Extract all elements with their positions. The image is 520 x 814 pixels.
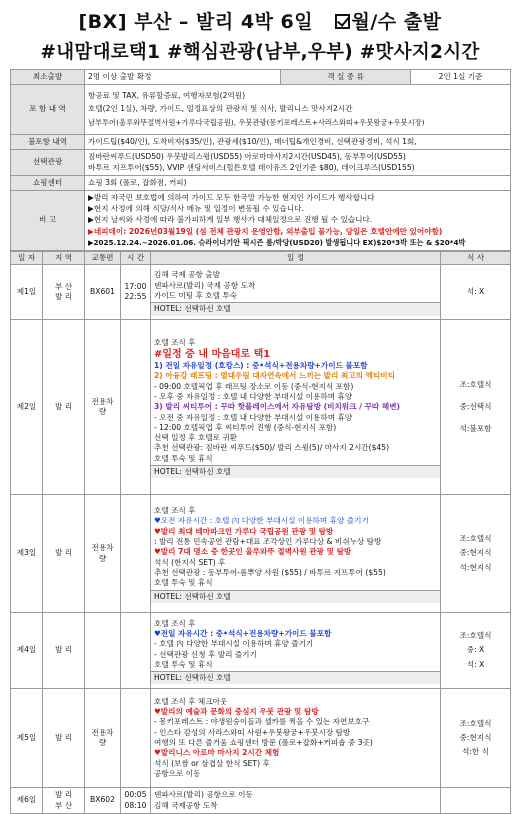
schedule-line: 호텔 투숙 및 휴식 <box>154 578 213 588</box>
col-time: 시 간 <box>121 252 151 265</box>
option-list <box>85 150 511 176</box>
meal-text: 조:호텔식 <box>459 718 492 728</box>
massage-line: ♥발리니스 아로마 마사지 2시간 체험 <box>154 748 280 758</box>
include-line: 호텔(2인 1실), 차량, 가이드, 일정표상의 관광지 및 식사, 발리니스 맛사지2시간 <box>88 104 353 114</box>
include-line: 항공료 및 TAX, 유류할증료, 여행자보험(2억원) <box>88 91 246 101</box>
meals-cell <box>441 613 511 689</box>
shop-value: 쇼핑 3회 (폴로, 잡화점, 커피) <box>85 176 511 191</box>
uluwatu-line: ♥발리 7대 명소 중 한곳인 울루와뚜 절벽사원 관광 및 탐방 <box>154 547 352 557</box>
schedule-line: - 몽키포레스트 : 야생원숭이들과 셀카를 찍을 수 있는 자연보호구 <box>154 717 370 727</box>
schedule-line: 호텔 투숙 및 휴식 <box>154 659 213 669</box>
schedule-line: - 12:00 호텔픽업 후 씨티투어 진행 (중식-현지식 포함) <box>154 422 337 432</box>
title-departure: 월/수 출발 <box>351 11 442 33</box>
time-cell <box>121 788 151 814</box>
option-rafting: 2) 아융강 래프팅 : 열대우림 대자연속에서 느끼는 발리 최고의 액티비티 <box>154 371 395 381</box>
peak-season-note: ▶2025.12.24.~2026.01.06. 슈라이너기안 픽시즌 룸/박당(USD20) 발생됩니다 EX)$20*3박 또는 & $20*4박 <box>88 237 466 247</box>
room-type-label: 객 실 종 류 <box>281 70 411 85</box>
schedule-line: 김해 국제 공항 출발 <box>154 270 220 280</box>
schedule-line: 호텔 조식 후 <box>154 506 196 516</box>
schedule-line: 덴파사르(발리) 국제 공항 도착 <box>154 280 256 290</box>
schedule-line: ♥오전 자유시간 : 호텔 內 다양한 부대시설 이용하며 휴양 즐기기 <box>154 516 369 526</box>
region-text: 부 산 <box>54 800 73 810</box>
day-row <box>11 495 511 613</box>
region-cell <box>43 265 85 320</box>
time-cell <box>121 689 151 788</box>
option-label: 선택관광 <box>11 150 85 176</box>
schedule-line: - 09:00 호텔픽업 후 래프팅 장소로 이동 (중식-현지식 포함) <box>154 381 354 391</box>
include-line: 남부투어(울루와뚜절벽사원+가루다국립공원), 우붓관광(몽키포레스트+사라스와띠+우붓왕궁+우붓시장) <box>88 117 425 127</box>
day-row <box>11 689 511 788</box>
time-text: 08:10 <box>124 800 147 810</box>
page-subtitle: #내맘대로택1 #핵심관광(남부,우부) #맛사지2시간 <box>40 42 480 63</box>
choice-highlight: #일정 중 내 마음대로 택1 <box>154 349 271 361</box>
day-label: 제6일 <box>11 788 43 814</box>
day-label: 제2일 <box>11 320 43 495</box>
col-region: 지 역 <box>43 252 85 265</box>
day-row <box>11 788 511 814</box>
schedule-line: 여행의 또 다른 즐거움 쇼핑센터 방문 (폴로+잡화+커피숍 중 3곳) <box>154 738 373 747</box>
note-label: 비 고 <box>11 191 85 251</box>
col-day: 일 자 <box>11 252 43 265</box>
meals-cell <box>441 265 511 320</box>
free-day-line: ♥전일 자유시간 : 중•석식+전용차량+가이드 불포함 <box>154 628 332 638</box>
option-line: 짐바란씨푸드(USD50) 우붓발리스윙(USD55) 아로마마사지2시간(USD45), 동부투어(USD55) <box>88 152 406 162</box>
schedule-line: 덴파사르(발리) 공항으로 이동 <box>154 790 253 800</box>
meal-text: 중: X <box>466 645 485 655</box>
garuda-park-line: ♥발리 최대 테마파크인 가루다 국립공원 관광 및 탐방 <box>154 526 334 536</box>
region-cell <box>43 788 85 814</box>
ubud-tour-line: ♥발리의 예술과 문화의 중심지 우붓 관광 및 탐방 <box>154 707 319 717</box>
schedule-cell <box>151 495 441 613</box>
time-text: 22:55 <box>124 292 147 301</box>
schedule-line: 선택 일정 후 호텔로 귀환 <box>154 433 238 443</box>
schedule-line: 추천 선택관광 : 동부투어-롬뿌양 사원 ($55) / 바투르 지프투어 ($55) <box>154 567 386 577</box>
schedule-line: - 오전 중 자유일정 : 호텔 내 다양한 부대시설 이용하며 휴양 <box>154 412 353 422</box>
schedule-line: 호텔 조식 후 <box>154 337 196 347</box>
min-depart-value: 2명 이상 출발 확정 <box>85 70 281 85</box>
schedule-line: : 발리 전통 민속공연 관람+대표 조각상인 가루다상 & 비쉬누상 탐방 <box>154 537 382 547</box>
meal-text: 석:현지식 <box>459 562 492 572</box>
transport-cell: BX601 <box>85 265 121 320</box>
meal-text: 조:호텔식 <box>459 534 492 544</box>
itinerary-table <box>10 251 511 814</box>
region-text: 발 리 <box>54 292 73 301</box>
hotel-line: HOTEL: 선택하신 호텔 <box>151 302 440 315</box>
option-city-tour: 3) 발리 씨티투어 : 꾸따 핫플레이스에서 자유탐방 (비치워크 / 꾸따 해변) <box>154 402 401 412</box>
meal-text: 중:현지식 <box>459 548 492 558</box>
schedule-line: - 인스타 감성의 사라스와띠 사원+우붓왕궁+우붓시장 탐방 <box>154 727 351 737</box>
day-label: 제1일 <box>11 265 43 320</box>
day-label: 제3일 <box>11 495 43 613</box>
day-label: 제4일 <box>11 613 43 689</box>
schedule-line: 석식 (보쌈 or 삼겹살 한식 SET) 후 <box>154 758 270 768</box>
region-text: 발 리 <box>54 790 73 800</box>
schedule-cell <box>151 689 441 788</box>
meal-text: 석: X <box>466 286 485 296</box>
hotel-line: HOTEL: 선택하신 호텔 <box>151 590 440 603</box>
note-line: ▶발리 자국민 보호법에 의하여 가이드 모두 한국말 가능한 현지인 가이드가 행사합니다 <box>88 192 375 202</box>
note-list <box>85 191 511 251</box>
shop-label: 쇼핑센터 <box>11 176 85 191</box>
meal-text: 석:한 식 <box>462 747 489 757</box>
schedule-line: 김해 국제공항 도착 <box>154 800 218 810</box>
page-title <box>10 7 510 37</box>
region-cell: 발 리 <box>43 613 85 689</box>
schedule-line: 호텔 조식 후 <box>154 618 196 628</box>
schedule-line: 추천 선택관광: 짐바란 씨푸드($50)/ 발리 스윙(5)/ 마사지 2시간($45) <box>154 443 390 453</box>
meal-text: 중:현지식 <box>459 732 492 742</box>
schedule-line: 공항으로 이동 <box>154 768 201 778</box>
transport-cell <box>85 613 121 689</box>
schedule-cell <box>151 613 441 689</box>
transport-cell: 전용차량 <box>85 495 121 613</box>
col-meals: 식 사 <box>441 252 511 265</box>
meals-cell <box>441 689 511 788</box>
meal-text: 조:호텔식 <box>459 631 492 641</box>
meals-cell <box>441 788 511 814</box>
nyepi-note: ▶네피데이: 2026년03월19일 (섬 전체 관광지 운영안함, 외부출입 불가능, 당일은 호텔안에만 있어야함) <box>88 226 443 236</box>
meal-text: 조:호텔식 <box>459 379 492 389</box>
schedule-cell <box>151 265 441 320</box>
hotel-line: HOTEL: 선택하신 호텔 <box>151 465 440 478</box>
note-line: ▶현지 사정에 의해 식당/식사 메뉴 및 일정이 변동될 수 있습니다. <box>88 204 304 214</box>
exclude-line: 가이드팁($40/인), 도착비자($35/인), 관광세($10/인), 매너팁&개인경비, 선택관광경비, 석식 1회, <box>88 136 417 146</box>
meals-cell <box>441 495 511 613</box>
schedule-line: 석식 (현지식 SET) 후 <box>154 557 226 567</box>
include-label: 포 함 내 역 <box>11 85 85 135</box>
schedule-line: 호텔 조식 후 체크아웃 <box>154 696 228 706</box>
col-transport: 교통편 <box>85 252 121 265</box>
schedule-line: - 호텔 內 다양한 부대시설 이용하며 휴양 즐기기 <box>154 639 314 649</box>
schedule-line: - 선택관광 신청 후 발리 즐기기 <box>154 649 257 659</box>
col-schedule: 일 정 <box>151 252 441 265</box>
time-text: 00:05 <box>124 790 147 800</box>
schedule-line: - 오후 중 자유일정 : 호텔 내 다양한 부대시설 이용하며 휴양 <box>154 391 353 401</box>
title-route: [BX] 부산 – 발리 4박 6일 <box>78 11 314 33</box>
option-free-day: 1) 전일 자유일정 (호캉스) : 중•석식+전용차량+가이드 불포함 <box>154 361 368 371</box>
day-row <box>11 613 511 689</box>
time-cell <box>121 495 151 613</box>
option-line: 바투르 지프투어($55), VVIP 샌딩서비스(힐튼호텔 데이유즈 2인기준 $80), 데이크루즈(USD155) <box>88 162 415 172</box>
summary-table <box>10 69 511 251</box>
include-list <box>85 85 511 135</box>
time-cell <box>121 320 151 495</box>
schedule-line: 가이드 미팅 후 호텔 투숙 <box>154 291 238 300</box>
note-line: ▶현지 날씨와 사정에 따라 불가피하게 일부 행사가 대체일정으로 진행 될 수 있습니다. <box>88 215 373 225</box>
transport-cell: 전용차량 <box>85 689 121 788</box>
schedule-cell <box>151 320 441 495</box>
region-text: 부 산 <box>54 281 73 291</box>
meal-text: 석: X <box>466 659 485 669</box>
time-text: 17:00 <box>124 281 147 291</box>
region-cell: 발 리 <box>43 689 85 788</box>
transport-cell: BX602 <box>85 788 121 814</box>
schedule-cell <box>151 788 441 814</box>
min-depart-label: 최소출발 <box>11 70 85 85</box>
schedule-line: 호텔 투숙 및 휴식 <box>154 453 213 463</box>
day-row <box>11 265 511 320</box>
hotel-line: HOTEL: 선택하신 호텔 <box>151 671 440 684</box>
checkbox-icon <box>335 14 350 29</box>
exclude-label: 불포함 내역 <box>11 135 85 150</box>
meals-cell <box>441 320 511 495</box>
day-label: 제5일 <box>11 689 43 788</box>
itinerary-page <box>10 7 510 814</box>
day-row <box>11 320 511 495</box>
exclude-list <box>85 135 511 150</box>
region-cell: 발 리 <box>43 495 85 613</box>
region-cell: 발 리 <box>43 320 85 495</box>
room-type-value: 2인 1실 기준 <box>411 70 511 85</box>
meal-text: 중:선택식 <box>459 401 492 411</box>
time-cell <box>121 265 151 320</box>
meal-text: 석:불포함 <box>459 424 492 434</box>
transport-cell: 전용차량 <box>85 320 121 495</box>
time-cell <box>121 613 151 689</box>
